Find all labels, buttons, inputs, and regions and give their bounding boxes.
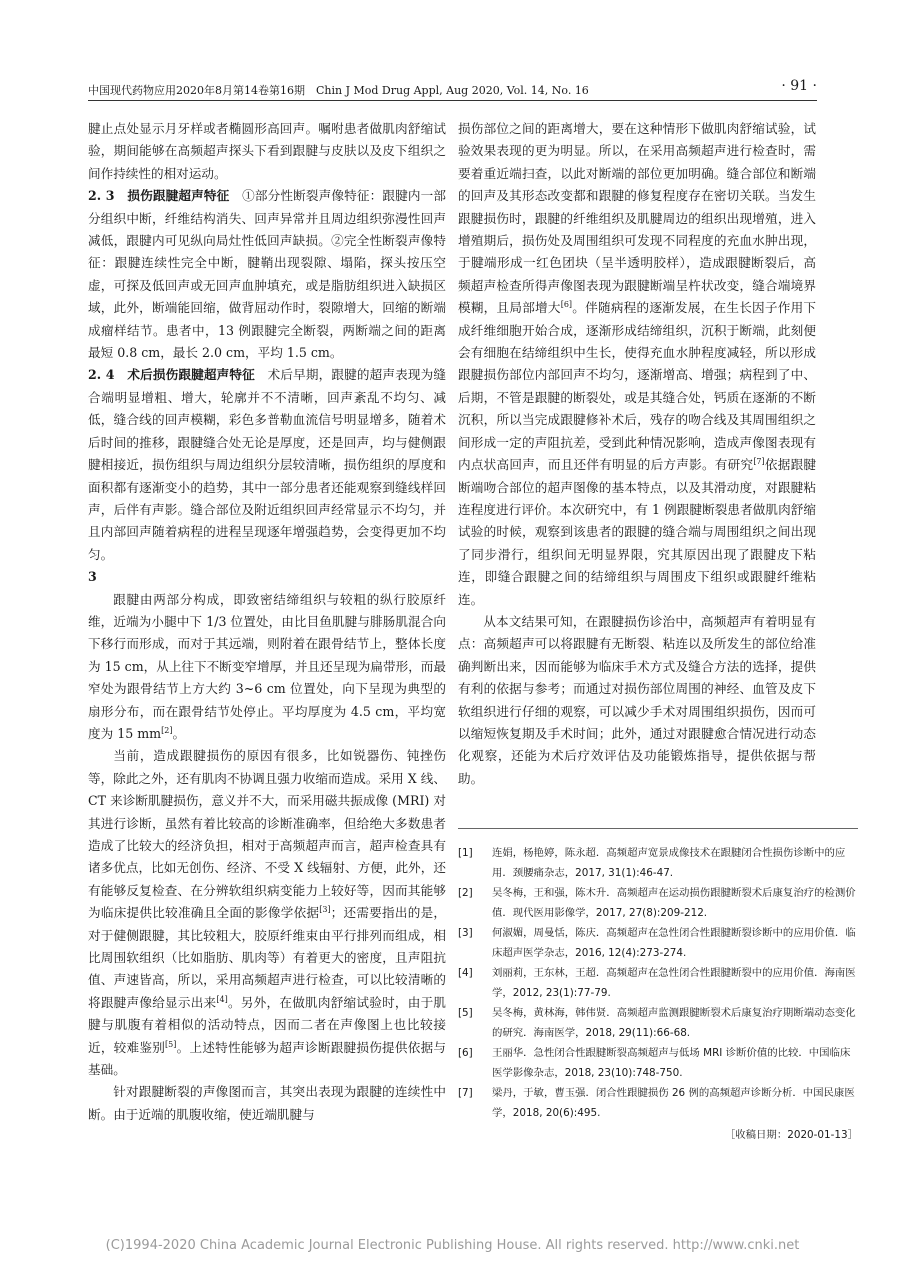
section-heading: 2. 4 术后损伤跟腱超声特征 <box>88 367 255 383</box>
reference-text: 连娟，杨艳婷，陈永超．高频超声宽景成像技术在跟腱闭合性损伤诊断中的应用．颈腰痛杂志，2017, 31(1):46-47. <box>492 847 846 879</box>
paragraph <box>88 589 446 746</box>
text: 。另外，在做肌肉舒缩试验时，由于肌腱与肌腹有着相似的活动特点，因而二者在声像图上也比较接近，较难鉴别 <box>88 994 447 1055</box>
reference-item <box>458 843 858 883</box>
section-2-4 <box>88 364 446 566</box>
copyright-footer: (C)1994-2020 China Academic Journal Electronic Publishing House. All rights reserved. http://www.cnki.net <box>105 1238 800 1253</box>
reference-text: 何淑媚，周曼恬，陈庆．高频超声在急性闭合性跟腱断裂诊断中的应用价值．临床超声医学杂志，2016, 12(4):273-274. <box>492 927 856 959</box>
journal-info: 中国现代药物应用2020年8月第14卷第16期 Chin J Mod Drug Appl, Aug 2020, Vol. 14, No. 16 <box>88 84 589 97</box>
text: 损伤部位之间的距离增大，要在这种情形下做肌肉舒缩试验，试验效果表现的更为明显。所以，在采用高频超声进行检查时，需要着重近端扫查，以此对断端的部位更加明确。缝合部位和断端的回声及其形态改变都和跟腱的修复程度存在密切关联。当发生跟腱损伤时，跟腱的纤维组织及肌腱周边的组织出现增殖，进入增殖期后，损伤处及周围组织可发现不同程度的充血水肿出现，于腱端形成一红色团块（呈半透明胶样），造成跟腱断裂后，高频超声检查所得声像图表现为跟腱断端呈杵状改变，缝合端境界模糊，且局部增大 <box>458 121 816 316</box>
citation[interactable]: [7] <box>753 456 765 466</box>
received-date: ［收稿日期：2020-01-13］ <box>724 1129 858 1141</box>
reference-number: [1] <box>458 847 473 859</box>
text: 。伴随病程的逐渐发展，在生长因子作用下成纤维细胞开始合成，逐渐形成结缔组织，沉积于断端，此刻便会有细胞在结缔组织中生长，使得充血水肿程度减轻，所以形成跟腱损伤部位内部回声不均匀，逐渐增高、增强；病程到了中、后期，不管是跟腱的断裂处，或是其缝合处，钙质在逐渐的不断沉积，所以当完成跟腱修补术后，残存的吻合线及其周围组织之间形成一定的声阻抗差，受到此种情况影响，造成声像图表现有内点状高回声，而且还伴有明显的后方声影。有研究 <box>458 300 817 473</box>
reference-number: [6] <box>458 1047 473 1059</box>
right-column <box>458 118 816 790</box>
left-column <box>88 118 446 1126</box>
reference-item <box>458 923 858 963</box>
running-header <box>88 78 817 101</box>
section-3-heading: 3 <box>88 569 97 585</box>
citation[interactable]: [6] <box>560 300 573 310</box>
reference-text: 吴冬梅，黄林海，韩伟贤．高频超声监测跟腱断裂术后康复治疗期断端动态变化的研究．海南医学，2018, 29(11):66-68. <box>492 1007 856 1039</box>
citation[interactable]: [5] <box>165 1039 177 1049</box>
reference-item <box>458 1043 858 1083</box>
citation[interactable]: [2] <box>161 725 173 735</box>
reference-item <box>458 963 858 1003</box>
reference-item <box>458 1083 858 1123</box>
text: ；还需要指出的是，对于健侧跟腱，其比较粗大，胶原纤维束由平行排列而组成，相比周围软组织（比如脂肪、肌肉等）有着更大的密度，且声阻抗值、声速皆高，所以，采用高频超声进行检查，可以比较清晰的将跟腱声像给显示出来 <box>88 905 447 1010</box>
paragraph: 腱止点处显示月牙样或者椭圆形高回声。嘱咐患者做肌肉舒缩试验，期间能够在高频超声探头下看到跟腱与皮肤以及皮下组织之间作持续性的相对运动。 <box>88 121 446 181</box>
section-heading: 2. 3 损伤跟腱超声特征 <box>88 188 230 204</box>
reference-number: [7] <box>458 1087 473 1099</box>
paragraph <box>88 745 446 1081</box>
paragraph <box>458 118 816 611</box>
reference-text: 刘丽莉，王东林，王超．高频超声在急性闭合性跟腱断裂中的应用价值．海南医学，2012, 23(1):77-79. <box>492 967 856 999</box>
reference-item <box>458 1003 858 1043</box>
reference-text: 王丽华．急性闭合性跟腱断裂高频超声与低场 MRI 诊断价值的比较．中国临床医学影像杂志，2018, 23(10):748-750. <box>492 1047 851 1079</box>
reference-number: [4] <box>458 967 473 979</box>
section-body: ①部分性断裂声像特征：跟腱内一部分组织中断，纤维结构消失、回声异常并且周边组织弥漫性回声减低，跟腱内可见纵向局灶性低回声缺损。②完全性断裂声像特征：跟腱连续性完全中断，腱鞘出现裂隙、塌陷，探头按压空虚，可探及低回声或无回声血肿填充，或是脂肪组织进入缺损区域，此外，断端能回缩，做背屈动作时，裂隙增大，回缩的断端成瘤样结节。患者中，13 例跟腱完全断裂，两断端之间的距离最短 0.8 cm，最长 2.0 cm，平均 1.5 cm。 <box>88 188 447 361</box>
citation[interactable]: [4] <box>216 994 228 1004</box>
reference-text: 梁丹，于敏，曹玉强．闭合性跟腱损伤 26 例的高频超声诊断分析．中国民康医学，2018, 20(6):495. <box>492 1087 855 1119</box>
text: 依据跟腱断端吻合部位的超声图像的基本特点，以及其滑动度，对跟腱粘连程度进行评价。本次研究中，有 1 例跟腱断裂患者做肌肉舒缩试验的时候，观察到该患者的跟腱的缝合端与周围组织之间出现了同步滑行，组织间无明显界限，究其原因出现了跟腱皮下粘连，即缝合跟腱之间的结缔组织与周围皮下组织或跟腱纤维粘连。 <box>458 457 817 607</box>
text: 。 <box>172 725 186 741</box>
text: 。上述特性能够为超声诊断跟腱损伤提供依据与基础。 <box>88 1039 447 1078</box>
paragraph: 针对跟腱断裂的声像图而言，其突出表现为跟腱的连续性中断。由于近端的肌腹收缩，使近端肌腱与 <box>88 1084 446 1122</box>
reference-number: [5] <box>458 1007 473 1019</box>
reference-number: [3] <box>458 927 473 939</box>
text: 当前，造成跟腱损伤的原因有很多，比如锐器伤、钝挫伤等，除此之外，还有肌肉不协调且强力收缩而造成。采用 X 线、CT 来诊断肌腱损伤，意义并不大，而采用磁共振成像 (MRI) 对其进行诊断，虽然有着比较高的诊断准确率，但给绝大多数患者造成了比较大的经济负担，相对于高频超声而言，超声检查具有诸多优点，比如无创伤、经济、不受 X 线辐射、方便，此外，还有能够反复检查、在分辨软组织病变能力上较好等，因而其能够为临床提供比较准确且全面的影像学依据 <box>88 748 446 921</box>
section-2-3 <box>88 185 446 364</box>
reference-list <box>458 828 858 1145</box>
reference-text: 吴冬梅，王和强，陈木升．高频超声在运动损伤跟腱断裂术后康复治疗的检测价值．现代医用影像学，2017, 27(8):209-212. <box>492 887 856 919</box>
section-body: 术后早期，跟腱的超声表现为缝合端明显增粗、增大，轮廓并不不清晰，回声紊乱不均匀、减低，缝合线的回声模糊，彩色多普勒血流信号明显增多，随着术后时间的推移，跟腱缝合处无论是厚度，还是回声，均与健侧跟腱相接近，损伤组织与周边组织分层较清晰，损伤组织的厚度和面积都有逐渐变小的趋势，其中一部分患者还能观察到缝线样回声，后伴有声影。缝合部位及附近组织回声经常显示不均匀，并且内部回声随着病程的进程呈现逐年增强趋势，会变得更加不均匀。 <box>88 367 447 562</box>
reference-number: [2] <box>458 887 473 899</box>
page-number: · 91 · <box>781 78 817 94</box>
paragraph: 从本文结果可知，在跟腱损伤诊治中，高频超声有着明显有点：高频超声可以将跟腱有无断裂、粘连以及所发生的部位给准确判断出来，因而能够为临床手术方式及缝合方法的选择，提供有利的依据与参考；而通过对损伤部位周围的神经、血管及皮下软组织进行仔细的观察，可以减少手术对周围组织损伤，因而可以缩短恢复期及手术时间；此外，通过对跟腱愈合情况进行动态化观察，还能为术后疗效评估及功能锻炼指导，提供依据与帮助。 <box>458 613 816 786</box>
text: 跟腱由两部分构成，即致密结缔组织与较粗的纵行胶原纤维，近端为小腿中下 1/3 位置处，由比目鱼肌腱与腓肠肌混合向下移行而形成，而对于其远端，则附着在跟骨结节上，整体长度为 15 cm，从上往下不断变窄增厚，并且还呈现为扁带形，而最窄处为跟骨结节上方大约 3~6 cm 位置处，向下呈现为典型的扇形分布，而在跟骨结节处停止。平均厚度为 4.5 cm，平均宽度为 15 mm <box>88 591 446 741</box>
citation[interactable]: [3] <box>319 905 331 915</box>
reference-item <box>458 883 858 923</box>
